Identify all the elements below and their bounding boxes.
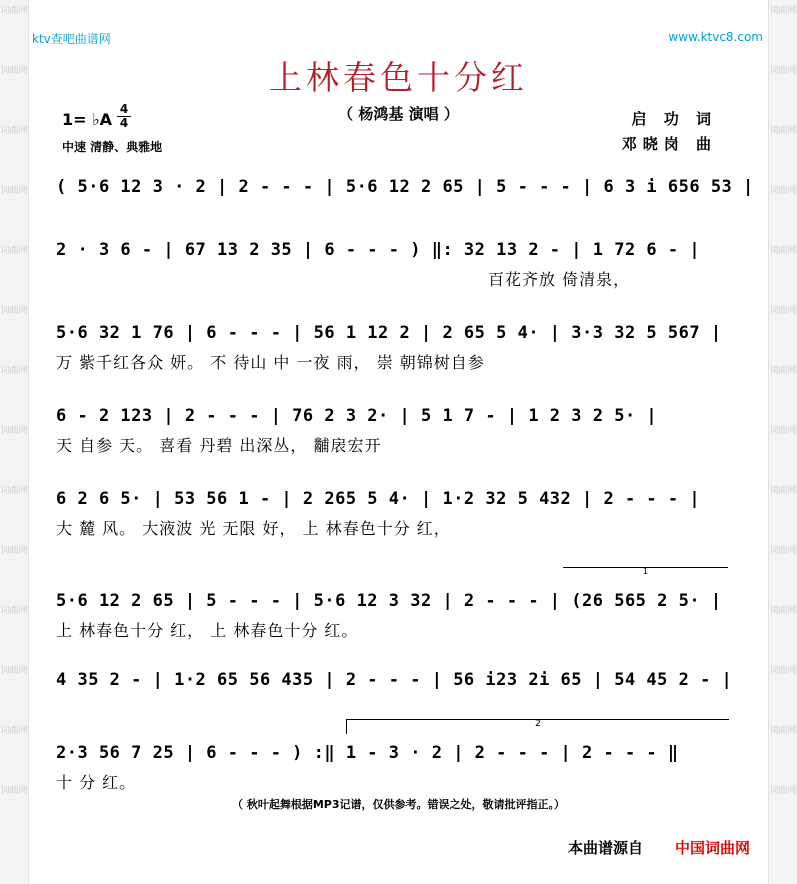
lyrics-row: 百花齐放 倚清泉， [488, 270, 631, 289]
footer-source-label: 本曲谱源自 [568, 839, 644, 857]
watermark-text: 词曲网 [769, 66, 797, 76]
notation-row: ( 5·6 12 3 · 2 | 2 - - - | 5·6 12 2 65 | 5 - - - | 6 3 i 656 53 | [56, 177, 754, 197]
notation-row: 5·6 12 2 65 | 5 - - - | 5·6 12 3 32 | 2 - - - | (26 565 2 5· | [56, 591, 722, 611]
watermark-text: 词曲网 [0, 246, 28, 256]
watermark-text: 词曲网 [769, 246, 797, 256]
lyrics-row: 大 麓 风。 大液波 光 无限 好， 上 林春色十分 红， [56, 519, 451, 538]
score-line [56, 486, 746, 540]
score-line [56, 588, 746, 642]
watermark-text: 词曲网 [769, 666, 797, 676]
site-link-right[interactable]: www.ktvc8.com [668, 30, 763, 44]
watermark-text: 词曲网 [769, 186, 797, 196]
left-watermark-strip [0, 0, 29, 884]
score-line [56, 320, 746, 374]
watermark-text: 词曲网 [0, 486, 28, 496]
watermark-text: 词曲网 [769, 366, 797, 376]
lyrics-row: 十 分 红。 [56, 773, 137, 792]
composer-credit: 邓晓岗 曲 [621, 135, 717, 153]
notation-row: 6 - 2 123 | 2 - - - | 76 2 3 2· | 5 1 7 - | 1 2 3 2 5· | [56, 406, 658, 426]
watermark-text: 词曲网 [769, 726, 797, 736]
watermark-text: 词曲网 [0, 366, 28, 376]
watermark-text: 词曲网 [0, 66, 28, 76]
lyricist-credit: 启 功 词 [631, 110, 717, 128]
watermark-text: 词曲网 [0, 186, 28, 196]
watermark-text: 词曲网 [0, 426, 28, 436]
notation-row: 4 35 2 - | 1·2 65 56 435 | 2 - - - | 56 i23 2i 65 | 54 45 2 - | [56, 670, 733, 690]
watermark-text: 词曲网 [0, 126, 28, 136]
time-signature-top: 4 [119, 102, 129, 116]
transcription-note: （ 秋叶起舞根据MP3记谱，仅供参考。错误之处，敬请批评指正。） [232, 798, 565, 811]
watermark-text: 词曲网 [0, 546, 28, 556]
site-link-left[interactable]: ktv查吧曲谱网 [32, 32, 111, 46]
second-ending-label: 2 [535, 719, 541, 729]
tempo-marking: 中速 清静、典雅地 [62, 140, 163, 154]
score-line [56, 403, 746, 457]
watermark-text: 词曲网 [0, 606, 28, 616]
notation-row: 2 · 3 6 - | 67 13 2 35 | 6 - - - ) ‖: 32 13 2 - | 1 72 6 - | [56, 240, 701, 260]
watermark-text: 词曲网 [769, 606, 797, 616]
song-title: 上林春色十分红 [269, 58, 528, 97]
score-line [56, 740, 746, 794]
first-ending-bracket [563, 567, 728, 582]
watermark-text: 词曲网 [0, 726, 28, 736]
watermark-text: 词曲网 [0, 666, 28, 676]
notation-row: 6 2 6 5· | 53 56 1 - | 2 265 5 4· | 1·2 32 5 432 | 2 - - - | [56, 489, 701, 509]
watermark-text: 词曲网 [769, 486, 797, 496]
footer-site-link[interactable]: 中国词曲网 [675, 839, 751, 857]
lyrics-row: 万 紫千红各众 妍。 不 待山 中 一夜 雨， 崇 朝锦树自参 [56, 353, 485, 372]
watermark-text: 词曲网 [769, 126, 797, 136]
notation-row: 2·3 56 7 25 | 6 - - - ) :‖ 1 - 3 · 2 | 2 - - - | 2 - - - ‖ [56, 743, 679, 763]
score-line [56, 174, 754, 228]
watermark-text: 词曲网 [0, 306, 28, 316]
watermark-text: 词曲网 [769, 6, 797, 16]
second-ending-bracket [346, 719, 729, 734]
watermark-text: 词曲网 [769, 426, 797, 436]
time-signature-bottom: 4 [117, 116, 131, 130]
lyrics-row: 上 林春色十分 红， 上 林春色十分 红。 [56, 621, 359, 640]
time-signature [117, 103, 131, 130]
lyrics-row [56, 206, 746, 228]
watermark-text: 词曲网 [769, 306, 797, 316]
watermark-text: 词曲网 [0, 6, 28, 16]
notation-row: 5·6 32 1 76 | 6 - - - | 56 1 12 2 | 2 65 5 4· | 3·3 32 5 567 | [56, 323, 722, 343]
watermark-text: 词曲网 [0, 786, 28, 796]
score-line [56, 667, 746, 721]
right-watermark-strip [768, 0, 797, 884]
lyrics-row: 天 自参 天。 喜看 丹碧 出深丛， 黼扆宏开 [56, 436, 382, 455]
first-ending-label: 1 [642, 567, 649, 577]
key-signature: 1= ♭A [62, 110, 113, 129]
watermark-text: 词曲网 [769, 546, 797, 556]
singer-credit: （ 杨鸿基 演唱 ） [338, 105, 459, 123]
lyrics-row [56, 699, 746, 721]
watermark-text: 词曲网 [769, 786, 797, 796]
score-line [56, 237, 746, 291]
